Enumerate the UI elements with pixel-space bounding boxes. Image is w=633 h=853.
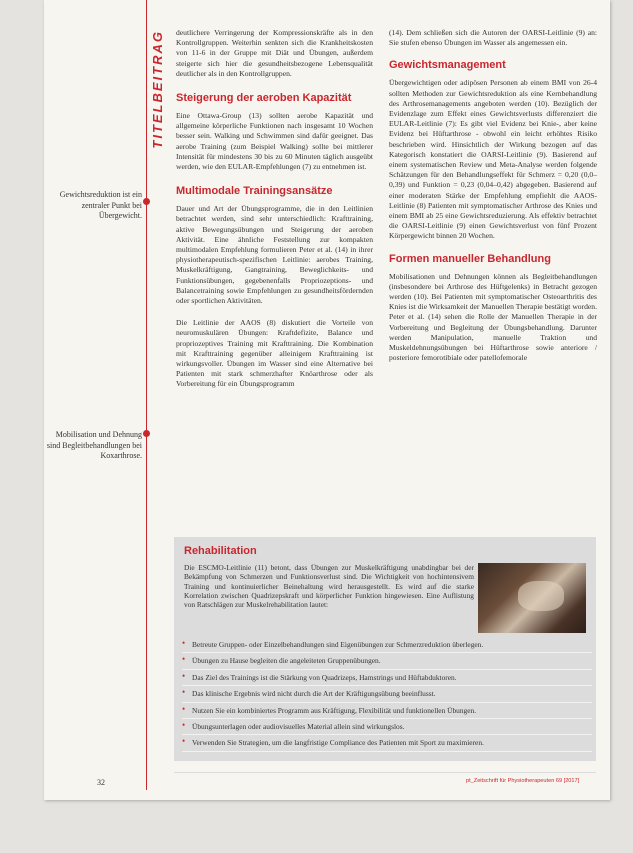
list-item: • Das klinische Ergebnis wird nicht durch die Art der Kräftigungsübung beeinflusst. [182,686,592,702]
page-number: 32 [97,778,105,787]
left-para-aerobic: Eine Ottawa-Group (13) sollten aerobe Kapazität und allgemeine körperliche Funktionen nach insgesamt 10 Wochen besser sein. Walking und Schwimmen sind dafür geeignet. Das aerobe Training (zum Beispiel Walking) sollte bei mittlerer Intensität für mindestens 30 bis zu 60 Minuten täglich ausgeübt werden, wie den EULAR-Empfehlungen (7) zu entnehmen ist. [176,111,373,172]
section-label: TITELBEITRAG [150,30,165,149]
rehab-text: Die ESCMO-Leitlinie (11) betont, dass Übungen zur Muskelkräftigung unabdingbar bei der Bekämpfung von Schmerzen und Funktionsverlust sind. Die Wichtigkeit von hochintensivem Training und kontinuierlicher Beinehaltung wird herausgestellt. Es wird auf die starke Korrelation zwischen Quadrizepskraft und körperlicher Funktion hingewiesen. Eine Auflistung von Ratschlägen zur Muskelrehabilitation lautet: [184,563,474,610]
right-para-weight: Übergewichtigen oder adipösen Personen ab einem BMI von 26-4 sollten Methoden zur Gewichtsreduktion als eine Kernbehandlung des Arthrosemanagements angeboten werden (10). Bezüglich der Evidenzlage zum Effekt eines Gewichtsverlusts differenziert die EULAR-Leitlinie (7): Es gibt viel Evidenz bei Knie-, aber keine Evidenz bei Hüftarthrose - obwohl ein leicht erhöhtes Risiko beschrieben wird. Hinsichtlich der Wirkung bezogen auf das Kategorisch konstatiert die OARSI-Leitlinie (9). Basierend auf einem systematischen Review und Meta-Analyse werden folgende Schätzungen für den Behandlungseffekt für Schmerz = 0,20 (0,0–0,39) und Funktion = 0,23 (0,04–0,42) abgegeben. Basierend auf einer moderaten Stärke der Empfehlung empfiehlt die AAOS-Leitlinie (8) Patienten mit symptomatischer Arthrose des Knies und einem BMI ab 25 eine Gewichtsreduzierung. Als effektiv betrachtet die OARSI-Leitlinie (9) einen Gewichtsverlust von fünf Prozent Körpergewicht binnen 20 Wochen. [389,78,597,241]
sidebar-rule [146,0,147,790]
list-item: • Betreute Gruppen- oder Einzelbehandlungen sind Eigenübungen zur Schmerzreduktion überlegen. [182,637,592,653]
heading-aerobic: Steigerung der aeroben Kapazität [176,92,352,105]
heading-multimodal: Multimodale Trainingsansätze [176,185,333,198]
list-item: • Übungsunterlagen oder audiovisuelles Material allein sind wirkungslos. [182,719,592,735]
rehab-title: Rehabilitation [184,545,257,557]
marginal-marker [143,198,150,205]
list-item: • Übungen zu Hause begleiten die angeleiteten Gruppenübungen. [182,653,592,669]
right-intro: (14). Dem schließen sich die Autoren der OARSI-Leitlinie (9) an: Sie stufen ebenso Übungen im Wasser als angemessen ein. [389,28,597,48]
footer-rule [174,772,596,773]
left-para-aaos: Die Leitlinie der AAOS (8) diskutiert die Vorteile von neuromuskulären Übungen: Kraftdefizite, Balance und propriozeptives Training mit Krafttraining. Die Kombination mit Krafttraining gegenüber alleinigem Krafttraining ist wirkungsvoller. Übungen im Wasser sind eine Alternative bei Patienten mit stark schmerzhafter Knöarthrose oder als Vorbereitung für ein Übungsprogramm [176,318,373,389]
heading-manual: Formen manueller Behandlung [389,252,551,265]
rehab-list [182,637,592,752]
left-intro: deutlichere Verringerung der Kompressionskräfte als in den Kontrollgruppen. Weiterhin senkten sich die Krankheitskosten von 11-6 in der Gruppe mit Diät und Übungen, außerdem steigerte sich hier die gesundheitsbezogene Lebensqualität deutlicher als in den Kontrollgruppen. [176,28,373,78]
left-column [176,28,373,390]
heading-weight: Gewichtsmanagement [389,59,506,72]
left-para-multimodal: Dauer und Art der Übungsprogramme, die in den Leitlinien betrachtet werden, sind sehr unterschiedlich: Krafttraining, aktive Bewegungsübungen und Steigerung der aeroben Aktivität. Eine ähnliche Feststellung zur kompakten multimodalen Empfehlung formulieren Peter et al. (14) in ihrer physiotherapeutisch-spezifischen Leitlinie: aerobes Training, Muskelkräftigung, Gangtraining, Beweglichkeits- und Funktionsübungen, gegebenenfalls Propriozeptions- und Balancetraining sowie Empfehlungen zu gesundheitsfördernden oder sportlichen Aktivitäten. [176,204,373,306]
list-item: • Verwenden Sie Strategien, um die langfristige Compliance des Patienten mit Sport zu maximieren. [182,735,592,751]
marginal-note-weight: Gewichtsreduktion ist ein zentraler Punkt bei Übergewicht. [59,190,142,220]
list-item: • Das Ziel des Trainings ist die Stärkung von Quadrizeps, Hamstrings und Hüftabduktoren. [182,670,592,686]
rehabilitation-box [174,537,596,761]
right-column [389,28,597,363]
marginal-note-mobilisation: Mobilisation und Dehnung sind Begleitbehandlungen bei Koxarthrose. [46,430,142,460]
marginal-marker [143,430,150,437]
right-para-manual: Mobilisationen und Dehnungen können als Begleitbehandlungen (insbesondere bei Arthrose des Hüftgelenks) in Betracht gezogen werden (10). Bei Patienten mit symptomatischer Osteoarthritis des Knies ist die Wirksamkeit der Manuellen Therapie bestätigt worden. Peter et al. (14) sehen die Rolle der Manuellen Therapie in der Vorbereitung und Begleitung der Übungsbehandlung. Darunter werden Manipulation, manuelle Traktion und Muskeldehnungsübungen bei Hüftarthrose sowie anteriore / posteriore femorotibiale oder patellofemorale [389,271,597,363]
list-item: • Nutzen Sie ein kombiniertes Programm aus Kräftigung, Flexibilität und funktionellen Übungen. [182,703,592,719]
footer-journal: pt_Zeitschrift für Physiotherapeuten 69 [2017] [466,778,580,784]
rehab-photo [478,563,586,633]
